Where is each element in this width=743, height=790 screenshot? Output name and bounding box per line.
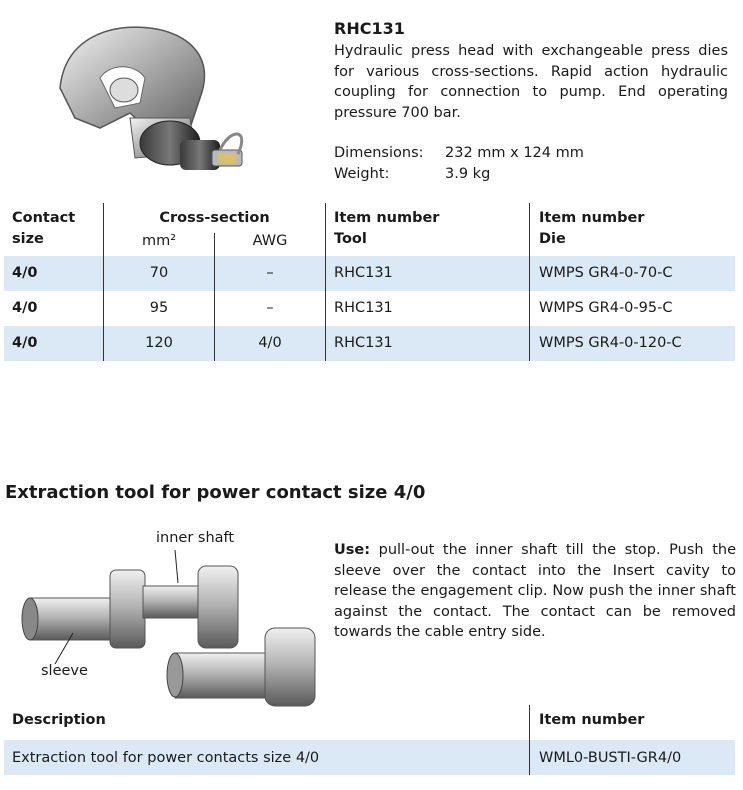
press-head-image [40,18,290,193]
header-cross-section: Cross-section [159,210,270,226]
cell-tool: RHC131 [334,265,393,281]
cell-size: 4/0 [12,300,38,316]
cell-die: WMPS GR4-0-120-C [539,335,682,351]
header-awg: AWG [252,233,288,249]
cell-die: WMPS GR4-0-70-C [539,265,673,281]
product-description: Hydraulic press head with exchangeable press dies for various cross-sections. Rapid action hydraulic coupling for connection to pump. End operating pressure 700 bar. [334,43,728,121]
cell-mm2: 120 [145,335,173,351]
header-item-die-line2: Die [539,231,566,247]
spec-weight [334,166,490,182]
header-item-tool: Item number [334,210,440,226]
label-inner-shaft: inner shaft [156,530,235,546]
header-item-number: Item number [539,712,645,728]
header-contact-size: Contact [12,210,76,226]
header-description: Description [12,712,106,728]
header-mm2: mm² [141,233,177,249]
header-contact-size-line2: size [12,231,44,247]
column-divider [529,203,530,361]
header-item-tool-line2: Tool [334,231,367,247]
cell-awg: – [266,265,274,281]
spec-value: 232 mm x 124 mm [445,145,584,161]
usage-instructions [334,540,736,643]
cell-tool: RHC131 [334,300,393,316]
cell-mm2: 95 [149,300,169,316]
spec-label: Dimensions: [334,145,424,161]
cell-tool: RHC131 [334,335,393,351]
product-title: RHC131 [334,19,405,38]
column-divider [325,203,326,361]
extraction-tool-image [15,528,320,708]
column-divider [529,705,530,775]
usage-label: Use: [334,542,371,558]
cell-size: 4/0 [12,335,38,351]
cell-size: 4/0 [12,265,38,281]
cell-mm2: 70 [149,265,169,281]
spec-label: Weight: [334,166,390,182]
cell-item-number: WML0-BUSTI-GR4/0 [539,750,682,766]
label-sleeve: sleeve [41,663,88,679]
spec-value: 3.9 kg [445,166,491,182]
cell-description: Extraction tool for power contacts size 4/0 [12,750,320,766]
spec-dimensions [334,145,584,161]
cell-awg: 4/0 [258,335,282,351]
section-title: Extraction tool for power contact size 4/0 [5,482,426,503]
cell-awg: – [266,300,274,316]
usage-text: pull-out the inner shaft till the stop. Push the sleeve over the contact into the Insert cavity to release the engagement clip. Now push the inner shaft against the contact. The contact can be removed towards the cable entry side. [334,542,736,640]
cell-die: WMPS GR4-0-95-C [539,300,673,316]
header-item-die: Item number [539,210,645,226]
